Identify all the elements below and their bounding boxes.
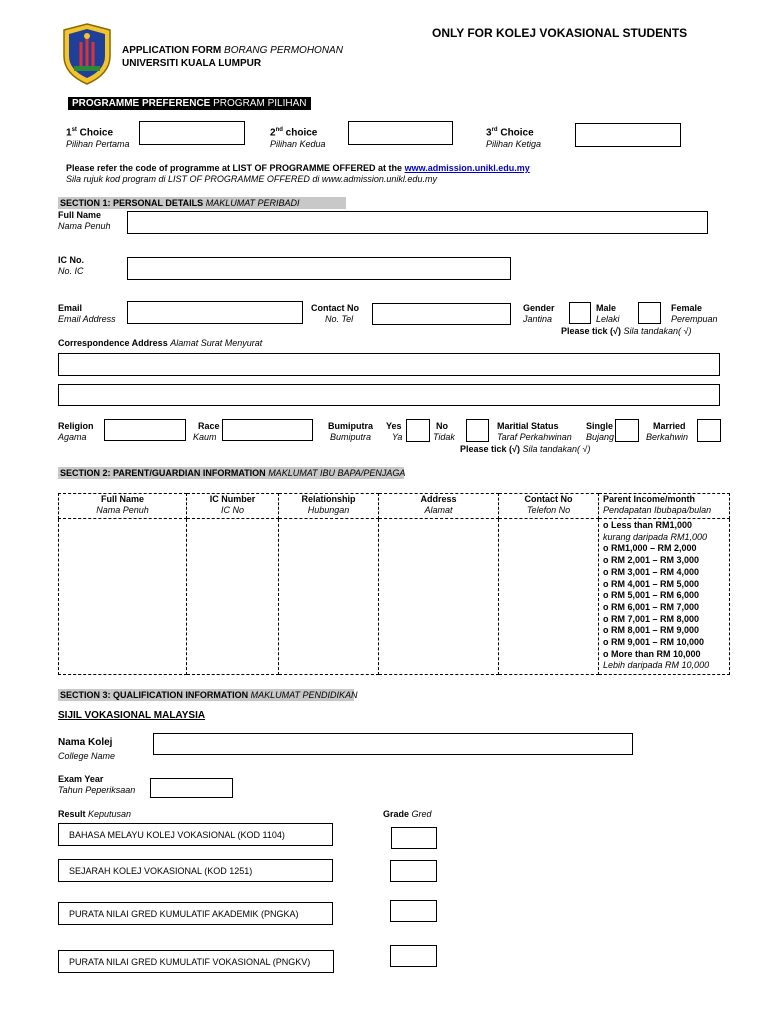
subject-row xyxy=(58,823,333,846)
income-option-malay: Lebih daripada RM 10,000 xyxy=(603,660,710,671)
col-income-label: Parent Income/month xyxy=(603,494,696,504)
contact-input[interactable] xyxy=(372,303,511,325)
col-relationship xyxy=(279,494,379,519)
university-crest-icon xyxy=(60,22,114,86)
col-contact-label: Contact No xyxy=(524,494,573,504)
female-label: Female xyxy=(671,303,703,313)
grade-label-malay: Gred xyxy=(411,809,432,819)
income-option-label: RM 9,001 – RM 10,000 xyxy=(611,637,705,648)
gender-tick-malay: Sila tandakan( √) xyxy=(623,326,692,336)
bumiputra-malay: Bumiputra xyxy=(330,432,372,442)
ic-input[interactable] xyxy=(127,257,511,280)
contact-malay: No. Tel xyxy=(325,314,354,324)
choice1-sup: st xyxy=(71,127,77,133)
choice2-num: 2 xyxy=(270,127,276,139)
single-label: Single xyxy=(586,421,614,431)
contact-cell[interactable] xyxy=(499,519,599,675)
address-label-malay: Alamat Surat Menyurat xyxy=(170,338,263,348)
choice2-input[interactable] xyxy=(348,121,453,145)
programme-note-malay: Sila rujuk kod program di LIST OF PROGRAMME OFFERED di www.admission.unikl.edu.my xyxy=(66,174,437,184)
col-income-malay: Pendapatan Ibubapa/bulan xyxy=(603,505,712,515)
grade-input[interactable] xyxy=(390,900,437,922)
address-cell[interactable] xyxy=(379,519,499,675)
contact-label: Contact No xyxy=(311,303,359,313)
income-option[interactable] xyxy=(603,520,729,532)
race-input[interactable] xyxy=(222,419,313,441)
male-label: Male xyxy=(596,303,617,313)
form-title-text: APPLICATION FORM xyxy=(122,45,222,56)
radio-bullet-icon: o xyxy=(603,637,609,648)
grade-label-text: Grade xyxy=(383,809,410,819)
programme-heading xyxy=(68,97,311,110)
choice1-num: 1 xyxy=(66,127,72,139)
radio-bullet-icon: o xyxy=(603,566,609,577)
income-option-label: RM 6,001 – RM 7,000 xyxy=(611,601,700,612)
choice2-text: choice xyxy=(282,127,318,139)
table-row xyxy=(59,519,730,675)
radio-bullet-icon: o xyxy=(603,613,609,624)
income-option-label: RM 2,001 – RM 3,000 xyxy=(611,555,700,566)
address-line2-input[interactable] xyxy=(58,384,720,406)
income-option-label: RM 4,001 – RM 5,000 xyxy=(611,578,700,589)
section2-heading-malay: MAKLUMAT IBU BAPA/PENJAGA xyxy=(268,468,406,478)
grade-label xyxy=(383,809,432,819)
subject-row xyxy=(58,950,334,973)
section3-heading-malay: MAKLUMAT PENDIDIKAN xyxy=(250,690,358,700)
marital-tick-malay: Sila tandakan( √) xyxy=(522,444,591,454)
subject-label: SEJARAH KOLEJ VOKASIONAL (KOD 1251) xyxy=(69,866,253,876)
full-name-malay: Nama Penuh xyxy=(58,221,111,231)
university-name: UNIVERSITI KUALA LUMPUR xyxy=(122,58,262,69)
grade-input[interactable] xyxy=(390,860,437,882)
college-malay: College Name xyxy=(58,751,116,761)
choice3-malay: Pilihan Ketiga xyxy=(486,139,542,149)
address-line1-input[interactable] xyxy=(58,353,720,376)
gender-malay: Jantina xyxy=(523,314,553,324)
married-malay: Berkahwin xyxy=(646,432,689,442)
subject-row xyxy=(58,859,333,882)
choice3-sup: rd xyxy=(491,127,498,133)
section1-heading xyxy=(58,197,346,209)
exam-year-malay: Tahun Peperiksaan xyxy=(58,785,136,795)
choice3-num: 3 xyxy=(486,127,492,139)
income-option[interactable] xyxy=(603,579,729,591)
no-label: No xyxy=(436,421,448,431)
email-label: Email xyxy=(58,303,83,313)
full-name-cell[interactable] xyxy=(59,519,187,675)
gender-label: Gender xyxy=(523,303,555,313)
race-label: Race xyxy=(198,421,220,431)
bumiputra-yes-checkbox[interactable] xyxy=(406,419,430,442)
radio-bullet-icon: o xyxy=(603,578,609,589)
marital-tick-text: Please tick (√) xyxy=(460,444,520,454)
radio-bullet-icon: o xyxy=(603,543,609,554)
income-option[interactable] xyxy=(603,649,729,661)
college-input[interactable] xyxy=(153,733,633,755)
marital-tick-note xyxy=(460,444,590,454)
col-ic-malay: IC No xyxy=(220,505,244,515)
choice1-label xyxy=(66,125,113,138)
income-option-label: RM 8,001 – RM 9,000 xyxy=(611,625,700,636)
col-full-name-label: Full Name xyxy=(100,494,144,504)
programme-note xyxy=(66,163,530,173)
income-option[interactable] xyxy=(603,637,729,649)
radio-bullet-icon: o xyxy=(603,520,609,530)
col-relationship-label: Relationship xyxy=(301,494,356,504)
choice1-text: Choice xyxy=(76,127,114,139)
ic-number-cell[interactable] xyxy=(187,519,279,675)
income-option[interactable] xyxy=(603,590,729,602)
col-full-name-malay: Nama Penuh xyxy=(96,505,149,515)
grade-input[interactable] xyxy=(391,827,437,849)
married-checkbox[interactable] xyxy=(697,419,721,442)
choice1-input[interactable] xyxy=(139,121,245,145)
male-malay: Lelaki xyxy=(596,314,620,324)
yes-malay: Ya xyxy=(392,432,403,442)
col-address xyxy=(379,494,499,519)
radio-bullet-icon: o xyxy=(603,590,609,601)
radio-bullet-icon: o xyxy=(603,648,609,659)
col-relationship-malay: Hubungan xyxy=(307,505,350,515)
yes-label: Yes xyxy=(386,421,402,431)
exam-year-label: Exam Year xyxy=(58,774,104,784)
income-option[interactable] xyxy=(603,543,729,555)
choice2-sup: nd xyxy=(275,127,283,133)
programme-note-text: Please refer the code of programme at LIST OF PROGRAMME OFFERED at the xyxy=(66,163,405,173)
income-option[interactable] xyxy=(603,555,729,567)
income-option-label: RM 7,001 – RM 8,000 xyxy=(611,613,700,624)
section1-heading-text: SECTION 1: PERSONAL DETAILS xyxy=(60,198,204,208)
radio-bullet-icon: o xyxy=(603,555,609,566)
income-option-label: RM 5,001 – RM 6,000 xyxy=(611,590,700,601)
marital-label: Maritial Status xyxy=(497,421,559,431)
income-option-label: More than RM 10,000 xyxy=(611,648,701,659)
income-option[interactable] xyxy=(603,625,729,637)
subject-label: BAHASA MELAYU KOLEJ VOKASIONAL (KOD 1104) xyxy=(69,830,285,840)
income-option[interactable] xyxy=(603,602,729,614)
ic-label: IC No. xyxy=(58,255,84,265)
bumiputra-no-checkbox[interactable] xyxy=(466,419,489,442)
address-label xyxy=(58,338,262,348)
gender-tick-note xyxy=(561,326,691,336)
table-header-row xyxy=(59,494,730,519)
relationship-cell[interactable] xyxy=(279,519,379,675)
email-input[interactable] xyxy=(127,301,303,324)
parent-guardian-table xyxy=(58,493,730,675)
female-malay: Perempuan xyxy=(671,314,718,324)
section3-heading xyxy=(58,689,358,701)
choice3-text: Choice xyxy=(497,127,534,139)
radio-bullet-icon: o xyxy=(603,625,609,636)
income-cell xyxy=(599,519,730,675)
result-label-malay: Keputusan xyxy=(88,809,132,819)
college-label: Nama Kolej xyxy=(58,737,113,748)
income-option-malay: kurang daripada RM1,000 xyxy=(603,531,708,542)
religion-label: Religion xyxy=(58,421,94,431)
religion-input[interactable] xyxy=(104,419,186,441)
race-malay: Kaum xyxy=(193,432,217,442)
col-contact-malay: Telefon No xyxy=(526,505,571,515)
full-name-input[interactable] xyxy=(127,211,708,234)
income-option[interactable] xyxy=(603,567,729,579)
gender-tick-text: Please tick (√) xyxy=(561,326,621,336)
income-option-label: Less than RM1,000 xyxy=(611,520,693,530)
programme-heading-malay: PROGRAM PILIHAN xyxy=(213,98,307,109)
programme-heading-text: PROGRAMME PREFERENCE xyxy=(72,98,211,109)
choice1-malay: Pilihan Pertama xyxy=(66,139,130,149)
no-malay: Tidak xyxy=(433,432,455,442)
section3-subtitle: SIJIL VOKASIONAL MALAYSIA xyxy=(58,710,206,721)
income-option-label: RM1,000 – RM 2,000 xyxy=(611,543,697,554)
admission-link[interactable]: www.admission.unikl.edu.my xyxy=(404,163,530,173)
subject-label: PURATA NILAI GRED KUMULATIF VOKASIONAL (PNGKV) xyxy=(69,957,311,967)
married-label: Married xyxy=(653,421,686,431)
col-contact xyxy=(499,494,599,519)
single-checkbox[interactable] xyxy=(615,419,639,442)
full-name-label: Full Name xyxy=(58,210,102,220)
form-title xyxy=(122,45,343,56)
col-address-malay: Alamat xyxy=(424,505,453,515)
col-address-label: Address xyxy=(420,494,457,504)
choice3-input[interactable] xyxy=(575,123,681,147)
col-full-name xyxy=(59,494,187,519)
section2-heading xyxy=(58,467,404,479)
bumiputra-label: Bumiputra xyxy=(328,421,373,431)
exam-year-input[interactable] xyxy=(150,778,233,798)
income-option-label: RM 3,001 – RM 4,000 xyxy=(611,566,700,577)
religion-malay: Agama xyxy=(58,432,87,442)
grade-input[interactable] xyxy=(390,945,437,967)
address-label-text: Correspondence Address xyxy=(58,338,168,348)
section3-heading-text: SECTION 3: QUALIFICATION INFORMATION xyxy=(60,690,249,700)
subject-row xyxy=(58,902,333,925)
female-checkbox[interactable] xyxy=(638,302,661,324)
section2-heading-text: SECTION 2: PARENT/GUARDIAN INFORMATION xyxy=(60,468,266,478)
income-option[interactable] xyxy=(603,614,729,626)
result-label-text: Result xyxy=(58,809,86,819)
col-ic-label: IC Number xyxy=(209,494,256,504)
email-malay: Email Address xyxy=(58,314,116,324)
income-options xyxy=(599,519,729,672)
choice2-malay: Pilihan Kedua xyxy=(270,139,326,149)
top-note: ONLY FOR KOLEJ VOKASIONAL STUDENTS xyxy=(432,26,688,40)
single-malay: Bujang xyxy=(586,432,615,442)
col-ic-number xyxy=(187,494,279,519)
male-checkbox[interactable] xyxy=(569,302,591,324)
subject-label: PURATA NILAI GRED KUMULATIF AKADEMIK (PNGKA) xyxy=(69,909,299,919)
ic-malay: No. IC xyxy=(58,266,84,276)
result-label xyxy=(58,809,131,819)
col-income xyxy=(599,494,730,519)
form-title-malay: BORANG PERMOHONAN xyxy=(224,45,343,56)
radio-bullet-icon: o xyxy=(603,601,609,612)
section1-heading-malay: MAKLUMAT PERIBADI xyxy=(205,198,300,208)
marital-malay: Taraf Perkahwinan xyxy=(497,432,572,442)
choice3-label xyxy=(486,125,534,138)
choice2-label xyxy=(270,125,317,138)
